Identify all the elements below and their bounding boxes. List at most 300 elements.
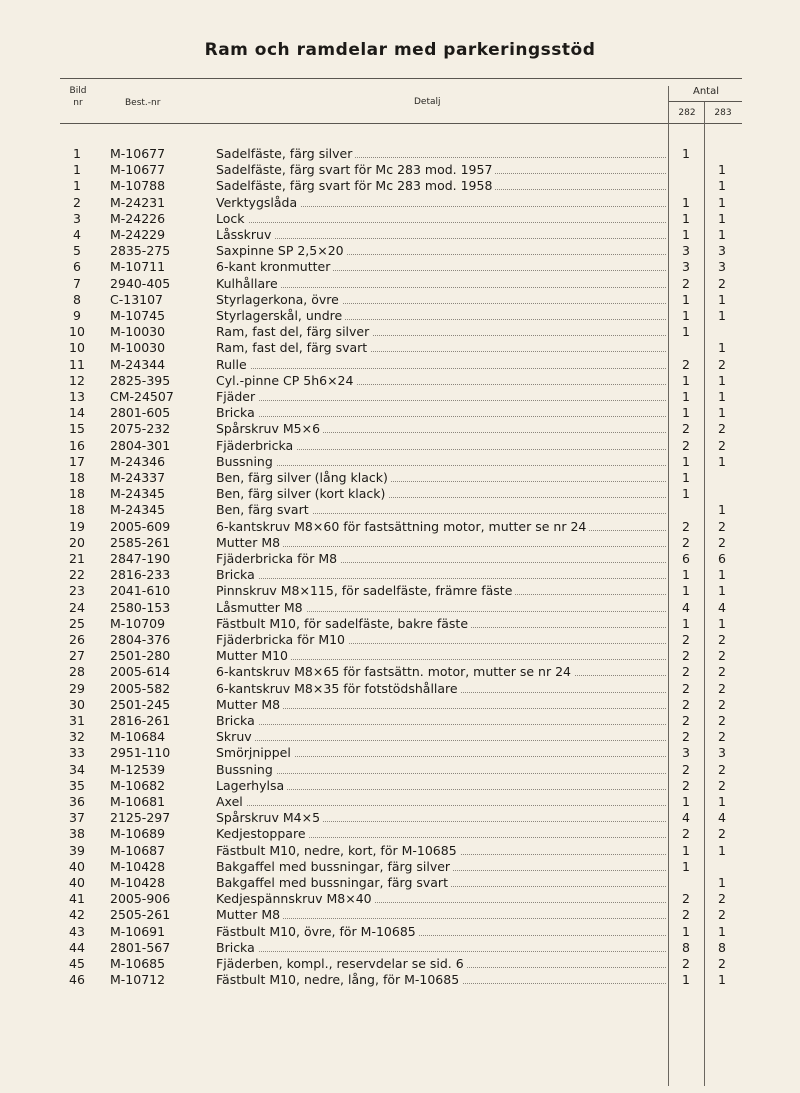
row-detail-text: Pinnskruv M8×115, för sadelfäste, främre fäste [216, 583, 515, 598]
row-bild-nr: 8 [73, 291, 81, 307]
row-qty-282: 1 [682, 227, 690, 242]
table-row [0, 891, 800, 907]
row-qty-283: 8 [718, 939, 726, 955]
row-bild-nr: 25 [69, 615, 85, 631]
row-detail [216, 826, 666, 842]
row-bild-nr: 35 [69, 777, 85, 793]
row-part-number: M-10711 [110, 259, 166, 275]
row-bild-nr: 18 [69, 502, 85, 518]
row-detail [216, 583, 666, 599]
table-row [0, 470, 800, 486]
row-detail [216, 195, 666, 211]
row-part-number: CM-24507 [110, 389, 174, 404]
table-row [0, 843, 800, 859]
row-detail-text: Styrlagerskål, undre [216, 308, 345, 323]
row-qty-283: 1 [718, 178, 726, 194]
row-detail [216, 308, 666, 324]
row-qty-283: 1 [718, 210, 726, 226]
table-row [0, 632, 800, 648]
table-row [0, 486, 800, 502]
row-bild-nr: 10 [69, 340, 85, 356]
row-detail [216, 162, 666, 178]
table-row [0, 502, 800, 518]
leader-dots [216, 287, 666, 288]
table-row [0, 810, 800, 826]
table-row [0, 778, 800, 794]
table-row [0, 794, 800, 810]
row-qty-282: 1 [682, 389, 690, 404]
row-detail [216, 227, 666, 243]
row-detail [216, 924, 666, 940]
row-bild-nr: 41 [69, 891, 85, 907]
row-detail-text: Mutter M8 [216, 907, 283, 922]
row-detail-text: Verktygslåda [216, 195, 300, 210]
row-qty-282: 2 [682, 648, 690, 664]
row-detail [216, 907, 666, 923]
row-part-number: 2951-110 [110, 745, 171, 761]
row-qty-283: 2 [718, 664, 726, 680]
row-qty-283: 1 [718, 794, 726, 809]
row-part-number: M-10687 [110, 842, 166, 858]
row-qty-282: 1 [682, 210, 690, 226]
header-col-283: 283 [714, 108, 732, 118]
table-row [0, 600, 800, 616]
row-detail-text: 6-kantskruv M8×35 för fotstödshållare [216, 681, 461, 696]
table-row [0, 729, 800, 745]
row-qty-283: 1 [718, 162, 726, 178]
row-qty-282: 2 [682, 907, 690, 923]
row-bild-nr: 6 [73, 259, 81, 275]
leader-dots [216, 368, 666, 369]
row-bild-nr: 9 [73, 308, 81, 323]
row-part-number: 2816-261 [110, 713, 171, 728]
row-qty-283: 2 [718, 826, 726, 842]
row-part-number: M-24231 [110, 194, 166, 210]
row-part-number: M-24226 [110, 210, 166, 226]
row-bild-nr: 20 [69, 534, 85, 550]
row-detail-text: Mutter M8 [216, 535, 283, 550]
row-part-number: M-10030 [110, 324, 166, 340]
row-bild-nr: 16 [69, 437, 85, 453]
row-part-number: 2505-261 [110, 907, 171, 923]
row-part-number: 2585-261 [110, 534, 171, 550]
row-detail [216, 519, 666, 535]
table-row [0, 648, 800, 664]
row-part-number: 2005-614 [110, 664, 171, 680]
table-row [0, 421, 800, 437]
row-detail [216, 616, 666, 632]
leader-dots [216, 773, 666, 774]
row-detail-text: Smörjnippel [216, 745, 294, 760]
row-detail [216, 259, 666, 275]
leader-dots [216, 222, 666, 223]
row-part-number: M-10788 [110, 178, 166, 194]
row-qty-283: 2 [718, 891, 726, 907]
row-qty-282: 1 [682, 583, 690, 599]
row-detail-text: Fjäderben, kompl., reservdelar se sid. 6 [216, 956, 467, 971]
header-sub-rule [668, 101, 742, 102]
row-qty-282: 2 [682, 518, 690, 534]
row-part-number: M-10682 [110, 777, 166, 793]
row-qty-283: 1 [718, 923, 726, 939]
table-row [0, 583, 800, 599]
table-row [0, 373, 800, 389]
row-qty-283: 1 [718, 194, 726, 210]
row-detail [216, 648, 666, 664]
row-detail-text: Bricka [216, 405, 258, 420]
row-bild-nr: 46 [69, 972, 85, 988]
row-detail [216, 535, 666, 551]
table-row [0, 940, 800, 956]
table-row [0, 681, 800, 697]
leader-dots [216, 805, 666, 806]
table-row [0, 259, 800, 275]
row-detail-text: Bakgaffel med bussningar, färg silver [216, 859, 453, 874]
table-row [0, 389, 800, 405]
table-row [0, 162, 800, 178]
row-qty-282: 1 [682, 372, 690, 388]
row-qty-282: 1 [682, 470, 690, 485]
row-qty-283: 4 [718, 810, 726, 826]
table-row [0, 616, 800, 632]
row-detail-text: Saxpinne SP 2,5×20 [216, 243, 347, 258]
row-part-number: M-24344 [110, 356, 166, 372]
row-qty-282: 3 [682, 745, 690, 761]
row-bild-nr: 39 [69, 842, 85, 858]
row-part-number: C-13107 [110, 291, 164, 307]
row-qty-283: 2 [718, 275, 726, 291]
row-detail-text: Bricka [216, 713, 258, 728]
row-qty-283: 1 [718, 372, 726, 388]
row-bild-nr: 40 [69, 875, 85, 890]
row-detail-text: Ben, färg svart [216, 502, 312, 517]
table-row [0, 924, 800, 940]
row-detail-text: Sadelfäste, färg svart för Mc 283 mod. 1957 [216, 162, 495, 177]
row-detail-text: Bakgaffel med bussningar, färg svart [216, 875, 451, 890]
row-detail-text: Låsmutter M8 [216, 600, 306, 615]
row-part-number: M-24346 [110, 453, 166, 469]
row-bild-nr: 24 [69, 599, 85, 615]
row-qty-282: 1 [682, 858, 690, 874]
table-row [0, 664, 800, 680]
row-qty-282: 6 [682, 551, 690, 566]
row-part-number: M-10428 [110, 858, 166, 874]
table-row [0, 243, 800, 259]
header-best-nr: Best.-nr [125, 98, 161, 108]
row-qty-283: 2 [718, 729, 726, 745]
row-part-number: 2580-153 [110, 599, 171, 615]
row-detail-text: Lock [216, 211, 248, 226]
row-detail [216, 956, 666, 972]
row-detail [216, 664, 666, 680]
row-bild-nr: 19 [69, 518, 85, 534]
row-detail-text: Ram, fast del, färg svart [216, 340, 370, 355]
row-qty-283: 1 [718, 227, 726, 242]
table-row [0, 308, 800, 324]
row-qty-282: 1 [682, 324, 690, 340]
row-qty-283: 2 [718, 632, 726, 647]
row-qty-283: 2 [718, 648, 726, 664]
row-qty-282: 2 [682, 891, 690, 907]
row-detail [216, 729, 666, 745]
row-part-number: M-10689 [110, 826, 166, 842]
row-qty-283: 1 [718, 875, 726, 890]
row-qty-282: 2 [682, 680, 690, 696]
row-qty-283: 2 [718, 518, 726, 534]
row-bild-nr: 10 [69, 324, 85, 340]
header-bild: Bild [69, 86, 87, 96]
row-detail [216, 794, 666, 810]
row-bild-nr: 26 [69, 632, 85, 647]
row-qty-283: 1 [718, 842, 726, 858]
table-row [0, 567, 800, 583]
row-qty-283: 2 [718, 421, 726, 437]
row-bild-nr: 30 [69, 696, 85, 712]
row-qty-283: 1 [718, 972, 726, 988]
row-qty-283: 1 [718, 291, 726, 307]
row-part-number: 2847-190 [110, 551, 171, 566]
row-part-number: 2801-605 [110, 405, 171, 421]
row-part-number: M-10677 [110, 162, 166, 178]
row-qty-282: 1 [682, 291, 690, 307]
table-row [0, 211, 800, 227]
row-detail-text: Kedjespännskruv M8×40 [216, 891, 375, 906]
row-qty-282: 2 [682, 275, 690, 291]
row-detail [216, 891, 666, 907]
row-part-number: 2940-405 [110, 275, 171, 291]
row-bild-nr: 38 [69, 826, 85, 842]
row-detail [216, 940, 666, 956]
row-detail [216, 875, 666, 891]
row-detail-text: Fästbult M10, för sadelfäste, bakre fäste [216, 616, 471, 631]
row-qty-283: 1 [718, 615, 726, 631]
row-qty-282: 2 [682, 956, 690, 971]
table-row [0, 745, 800, 761]
row-detail-text: Låsskruv [216, 227, 274, 242]
row-part-number: 2125-297 [110, 810, 171, 826]
row-detail [216, 389, 666, 405]
table-row [0, 826, 800, 842]
row-bild-nr: 1 [73, 178, 81, 194]
row-bild-nr: 36 [69, 794, 85, 809]
row-part-number: M-10684 [110, 729, 166, 745]
row-part-number: 2041-610 [110, 583, 171, 599]
row-qty-282: 2 [682, 437, 690, 453]
leader-dots [216, 546, 666, 547]
row-detail-text: Bricka [216, 567, 258, 582]
row-detail-text: Rulle [216, 357, 250, 372]
row-detail-text: Skruv [216, 729, 255, 744]
row-qty-282: 4 [682, 599, 690, 615]
row-qty-282: 2 [682, 761, 690, 777]
row-qty-282: 1 [682, 567, 690, 583]
table-row [0, 519, 800, 535]
row-part-number: M-10030 [110, 340, 166, 356]
row-part-number: M-10691 [110, 923, 166, 939]
table-row [0, 340, 800, 356]
row-part-number: M-12539 [110, 761, 166, 777]
row-bild-nr: 27 [69, 648, 85, 664]
leader-dots [216, 416, 666, 417]
page-title: Ram och ramdelar med parkeringsstöd [204, 40, 596, 60]
row-detail [216, 276, 666, 292]
leader-dots [216, 465, 666, 466]
leader-dots [216, 724, 666, 725]
row-qty-282: 2 [682, 632, 690, 647]
row-qty-282: 2 [682, 356, 690, 372]
row-detail [216, 340, 666, 356]
row-qty-282: 1 [682, 453, 690, 469]
table-row [0, 227, 800, 243]
row-qty-282: 1 [682, 615, 690, 631]
row-detail [216, 405, 666, 421]
row-detail-text: Cyl.-pinne CP 5h6×24 [216, 373, 356, 388]
row-detail [216, 778, 666, 794]
row-detail-text: Fjäder [216, 389, 258, 404]
row-qty-283: 2 [718, 534, 726, 550]
row-detail-text: 6-kantskruv M8×65 för fastsättn. motor, mutter se nr 24 [216, 664, 574, 679]
row-detail-text: 6-kantskruv M8×60 för fastsättning motor, mutter se nr 24 [216, 519, 589, 534]
table-row [0, 178, 800, 194]
row-detail-text: Kedjestoppare [216, 826, 309, 841]
header-col-282: 282 [678, 108, 696, 118]
row-bild-nr: 18 [69, 470, 85, 485]
table-row [0, 324, 800, 340]
row-part-number: M-24345 [110, 486, 166, 502]
row-part-number: M-10745 [110, 308, 166, 323]
row-part-number: M-10677 [110, 146, 166, 161]
row-part-number: 2804-301 [110, 437, 171, 453]
row-detail-text: Bricka [216, 940, 258, 955]
leader-dots [216, 400, 666, 401]
row-detail-text: Lagerhylsa [216, 778, 287, 793]
row-detail [216, 843, 666, 859]
row-qty-283: 1 [718, 308, 726, 323]
row-part-number: M-10685 [110, 956, 166, 971]
row-detail-text: Fjäderbricka för M8 [216, 551, 340, 566]
table-row [0, 972, 800, 988]
row-detail-text: Mutter M10 [216, 648, 291, 663]
row-qty-283: 3 [718, 243, 726, 259]
row-qty-282: 3 [682, 259, 690, 275]
row-detail [216, 632, 666, 648]
row-part-number: M-10428 [110, 875, 166, 890]
row-qty-283: 1 [718, 389, 726, 404]
row-qty-282: 2 [682, 777, 690, 793]
table-row [0, 405, 800, 421]
row-bild-nr: 3 [73, 210, 81, 226]
row-detail [216, 713, 666, 729]
row-qty-282: 1 [682, 194, 690, 210]
row-part-number: 2501-245 [110, 696, 171, 712]
row-bild-nr: 29 [69, 680, 85, 696]
row-detail [216, 324, 666, 340]
row-detail-text: Fjäderbricka för M10 [216, 632, 348, 647]
table-row [0, 907, 800, 923]
row-part-number: 2825-395 [110, 372, 171, 388]
row-qty-282: 1 [682, 842, 690, 858]
row-qty-283: 2 [718, 713, 726, 728]
table-row [0, 146, 800, 162]
row-detail [216, 357, 666, 373]
row-detail [216, 697, 666, 713]
row-detail [216, 859, 666, 875]
row-detail-text: Styrlagerkona, övre [216, 292, 342, 307]
row-detail [216, 373, 666, 389]
row-qty-283: 1 [718, 567, 726, 583]
row-detail-text: Ben, färg silver (lång klack) [216, 470, 391, 485]
row-detail-text: Fästbult M10, nedre, lång, för M-10685 [216, 972, 462, 987]
row-part-number: M-24229 [110, 227, 166, 242]
row-detail [216, 438, 666, 454]
row-bild-nr: 45 [69, 956, 85, 971]
row-bild-nr: 2 [73, 194, 81, 210]
leader-dots [216, 578, 666, 579]
row-part-number: M-10712 [110, 972, 166, 988]
row-bild-nr: 40 [69, 858, 85, 874]
leader-dots [216, 951, 666, 952]
row-bild-nr: 4 [73, 227, 81, 242]
row-detail [216, 178, 666, 194]
row-detail [216, 211, 666, 227]
table-row [0, 956, 800, 972]
header-nr: nr [73, 98, 83, 108]
row-qty-282: 8 [682, 939, 690, 955]
row-qty-283: 3 [718, 745, 726, 761]
table-row [0, 454, 800, 470]
header-bottom-rule [60, 123, 742, 124]
row-qty-283: 6 [718, 551, 726, 566]
row-part-number: 2005-609 [110, 518, 171, 534]
row-bild-nr: 11 [69, 356, 85, 372]
row-qty-282: 2 [682, 664, 690, 680]
row-bild-nr: 33 [69, 745, 85, 761]
row-part-number: 2005-582 [110, 680, 171, 696]
row-qty-282: 2 [682, 729, 690, 745]
row-part-number: 2005-906 [110, 891, 171, 907]
row-detail-text: Sadelfäste, färg silver [216, 146, 355, 161]
table-row [0, 195, 800, 211]
leader-dots [216, 238, 666, 239]
row-qty-282: 2 [682, 826, 690, 842]
row-part-number: 2075-232 [110, 421, 171, 437]
row-qty-283: 2 [718, 777, 726, 793]
row-part-number: M-24337 [110, 470, 166, 485]
row-bild-nr: 32 [69, 729, 85, 745]
row-part-number: 2501-280 [110, 648, 171, 664]
row-part-number: M-10709 [110, 615, 166, 631]
row-bild-nr: 42 [69, 907, 85, 923]
row-qty-283: 1 [718, 340, 726, 356]
row-bild-nr: 1 [73, 146, 81, 161]
row-detail-text: Fästbult M10, nedre, kort, för M-10685 [216, 843, 460, 858]
row-qty-282: 1 [682, 794, 690, 809]
row-qty-283: 1 [718, 502, 726, 518]
row-part-number: 2816-233 [110, 567, 171, 583]
row-detail-text: Mutter M8 [216, 697, 283, 712]
row-detail-text: Sadelfäste, färg svart för Mc 283 mod. 1958 [216, 178, 495, 193]
row-bild-nr: 15 [69, 421, 85, 437]
row-qty-283: 1 [718, 405, 726, 421]
row-detail [216, 470, 666, 486]
row-bild-nr: 44 [69, 939, 85, 955]
header-top-rule [60, 78, 742, 79]
row-detail [216, 810, 666, 826]
row-detail [216, 600, 666, 616]
row-bild-nr: 31 [69, 713, 85, 728]
row-detail-text: Ben, färg silver (kort klack) [216, 486, 388, 501]
row-detail-text: Axel [216, 794, 246, 809]
